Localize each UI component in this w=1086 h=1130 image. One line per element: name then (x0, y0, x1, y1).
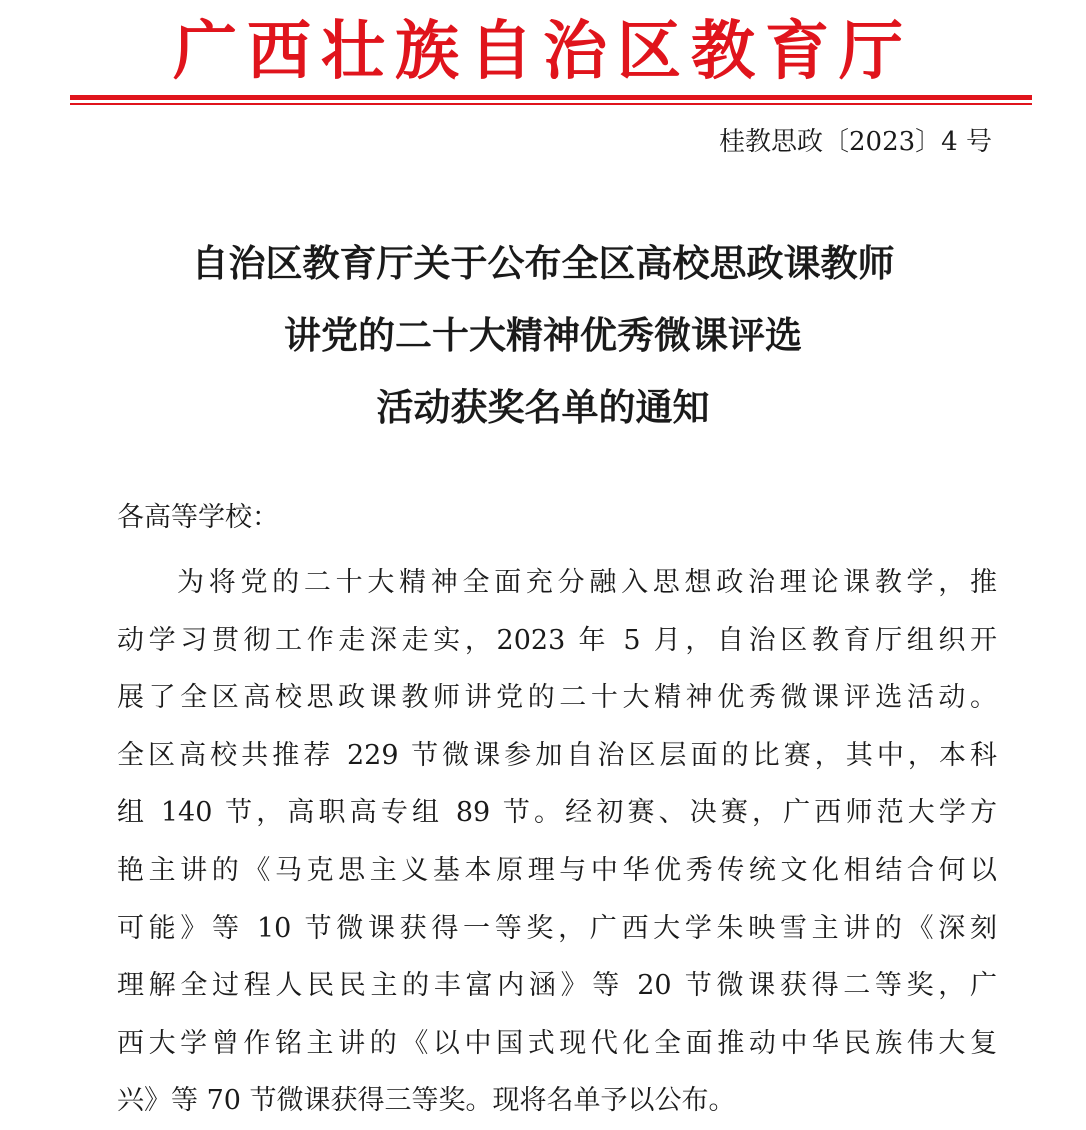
title-line: 自治区教育厅关于公布全区高校思政课教师 (191, 242, 895, 285)
paragraph-line: 兴》等 70 节微课获得三等奖。现将名单予以公布。 (117, 1085, 736, 1117)
paragraph-line: 可能》等 10 节微课获得一等奖，广西大学朱映雪主讲的《深刻 (117, 912, 997, 944)
document-title (0, 228, 1086, 444)
body-paragraph (117, 554, 997, 1130)
document-number: 桂教思政〔2023〕4 号 (719, 127, 992, 157)
title-line: 活动获奖名单的通知 (376, 386, 710, 429)
issuer-masthead: 广西壮族自治区教育厅 (173, 15, 913, 89)
paragraph-line: 动学习贯彻工作走深走实，2023 年 5 月，自治区教育厅组织开 (117, 624, 997, 656)
masthead-divider-thick (70, 95, 1032, 100)
paragraph-line: 为将党的二十大精神全面充分融入思想政治理论课教学，推 (177, 567, 997, 598)
masthead-divider-thin (70, 103, 1032, 105)
salutation: 各高等学校： (117, 502, 279, 533)
title-line: 讲党的二十大精神优秀微课评选 (284, 314, 802, 357)
paragraph-line: 西大学曾作铭主讲的《以中国式现代化全面推动中华民族伟大复 (117, 1027, 997, 1059)
paragraph-line: 全区高校共推荐 229 节微课参加自治区层面的比赛，其中，本科 (117, 739, 997, 771)
paragraph-line: 组 140 节，高职高专组 89 节。经初赛、决赛，广西师范大学方 (117, 797, 997, 829)
paragraph-line: 艳主讲的《马克思主义基本原理与中华优秀传统文化相结合何以 (117, 854, 997, 886)
paragraph-line: 理解全过程人民民主的丰富内涵》等 20 节微课获得二等奖，广 (117, 970, 997, 1002)
paragraph-line: 展了全区高校思政课教师讲党的二十大精神优秀微课评选活动。 (117, 682, 997, 714)
